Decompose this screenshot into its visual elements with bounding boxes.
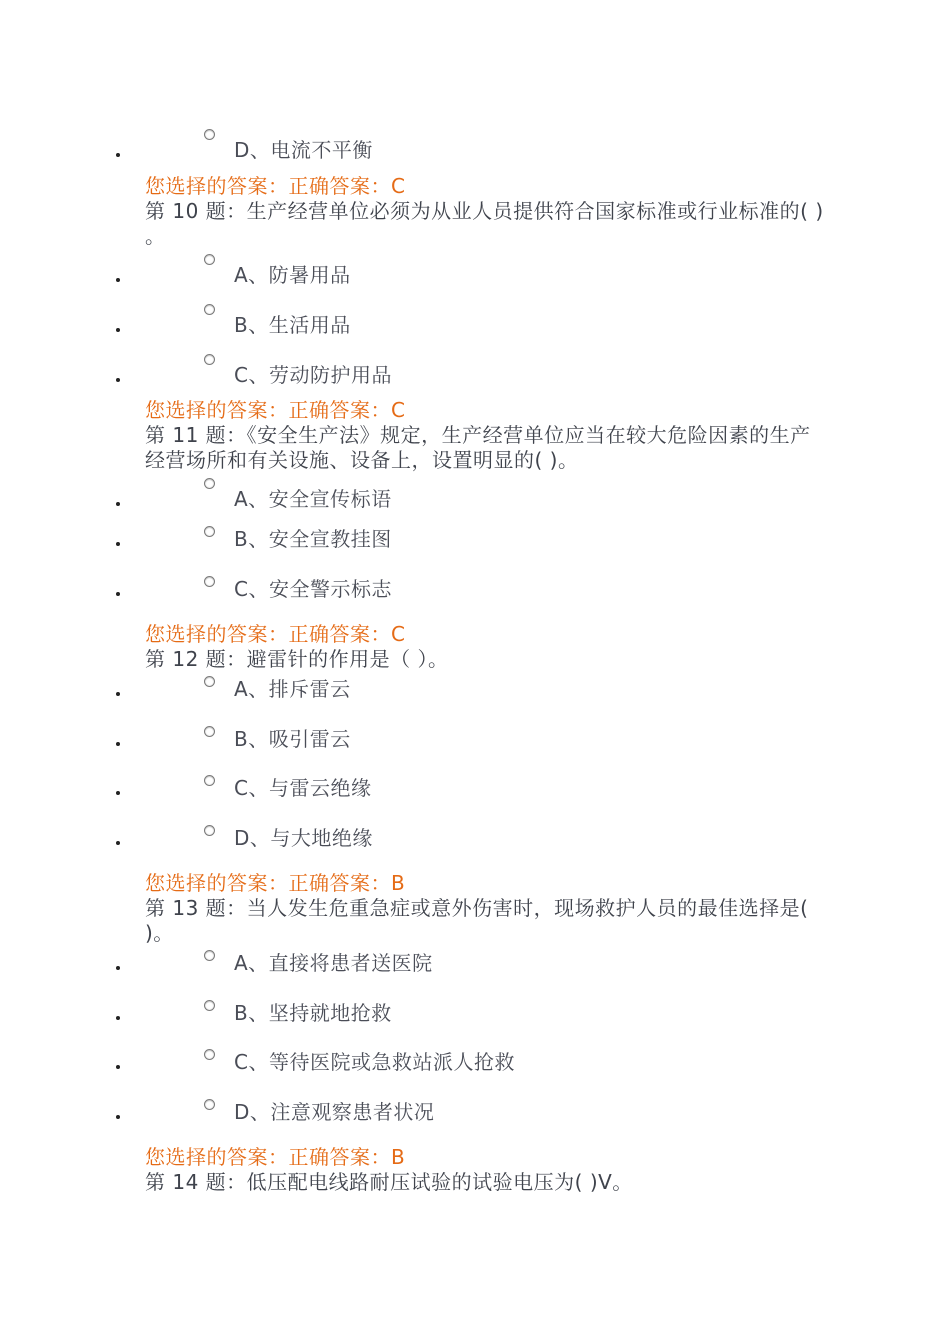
question-text: 第 11 题：《安全生产法》规定，生产经营单位应当在较大危险因素的生产经营场所和有关设施、设备上，设置明显的( )。 (145, 423, 811, 472)
radio-button-icon[interactable] (204, 726, 215, 737)
bullet-dot (116, 966, 120, 970)
bullet-dot (116, 153, 120, 157)
bullet-dot (116, 502, 120, 506)
option-label: C、劳动防护用品 (234, 363, 392, 387)
answer-line: 您选择的答案：正确答案：B (145, 871, 406, 895)
option-label: B、吸引雷云 (234, 727, 351, 751)
bullet-dot (116, 791, 120, 795)
option-label: C、安全警示标志 (234, 577, 392, 601)
question-text: 第 13 题：当人发生危重急症或意外伤害时，现场救护人员的最佳选择是( )。 (145, 896, 809, 945)
radio-button-icon[interactable] (204, 576, 215, 587)
radio-button-icon[interactable] (204, 825, 215, 836)
option-label: A、直接将患者送医院 (234, 951, 433, 975)
radio-button-icon[interactable] (204, 1000, 215, 1011)
option-label: C、与雷云绝缘 (234, 776, 372, 800)
option-label: B、安全宣教挂图 (234, 527, 392, 551)
bullet-dot (116, 841, 120, 845)
bullet-dot (116, 1016, 120, 1020)
option-item[interactable] (0, 527, 950, 562)
radio-button-icon[interactable] (204, 676, 215, 687)
radio-button-icon[interactable] (204, 950, 215, 961)
bullet-dot (116, 592, 120, 596)
option-item[interactable] (0, 487, 950, 522)
option-item[interactable] (0, 776, 950, 811)
option-item[interactable] (0, 677, 950, 712)
bullet-dot (116, 328, 120, 332)
option-label: A、排斥雷云 (234, 677, 351, 701)
bullet-dot (116, 1115, 120, 1119)
bullet-dot (116, 1065, 120, 1069)
radio-button-icon[interactable] (204, 1099, 215, 1110)
question-text: 第 10 题：生产经营单位必须为从业人员提供符合国家标准或行业标准的( ) 。 (145, 199, 824, 248)
radio-button-icon[interactable] (204, 354, 215, 365)
option-label: D、电流不平衡 (234, 138, 373, 162)
option-label: A、安全宣传标语 (234, 487, 392, 511)
bullet-dot (116, 278, 120, 282)
option-item[interactable] (0, 577, 950, 612)
option-label: B、坚持就地抢救 (234, 1001, 392, 1025)
bullet-dot (116, 542, 120, 546)
option-label: A、防暑用品 (234, 263, 351, 287)
radio-button-icon[interactable] (204, 478, 215, 489)
option-item[interactable] (0, 363, 950, 398)
option-item[interactable] (0, 313, 950, 348)
answer-line: 您选择的答案：正确答案：C (145, 174, 406, 198)
option-label: C、等待医院或急救站派人抢救 (234, 1050, 515, 1074)
answer-line: 您选择的答案：正确答案：C (145, 398, 406, 422)
bullet-dot (116, 742, 120, 746)
option-item[interactable] (0, 951, 950, 986)
option-label: B、生活用品 (234, 313, 351, 337)
option-item[interactable] (0, 138, 950, 173)
option-label: D、与大地绝缘 (234, 826, 373, 850)
option-item[interactable] (0, 263, 950, 298)
bullet-dot (116, 692, 120, 696)
option-item[interactable] (0, 1050, 950, 1085)
radio-button-icon[interactable] (204, 526, 215, 537)
answer-line: 您选择的答案：正确答案：B (145, 1145, 406, 1169)
radio-button-icon[interactable] (204, 254, 215, 265)
option-item[interactable] (0, 826, 950, 861)
option-item[interactable] (0, 727, 950, 762)
radio-button-icon[interactable] (204, 304, 215, 315)
radio-button-icon[interactable] (204, 775, 215, 786)
radio-button-icon[interactable] (204, 129, 215, 140)
answer-line: 您选择的答案：正确答案：C (145, 622, 406, 646)
radio-button-icon[interactable] (204, 1049, 215, 1060)
option-item[interactable] (0, 1001, 950, 1036)
bullet-dot (116, 378, 120, 382)
question-text: 第 14 题：低压配电线路耐压试验的试验电压为( )V。 (145, 1170, 633, 1194)
option-item[interactable] (0, 1100, 950, 1135)
option-label: D、注意观察患者状况 (234, 1100, 435, 1124)
question-text: 第 12 题：避雷针的作用是（ ）。 (145, 647, 449, 671)
